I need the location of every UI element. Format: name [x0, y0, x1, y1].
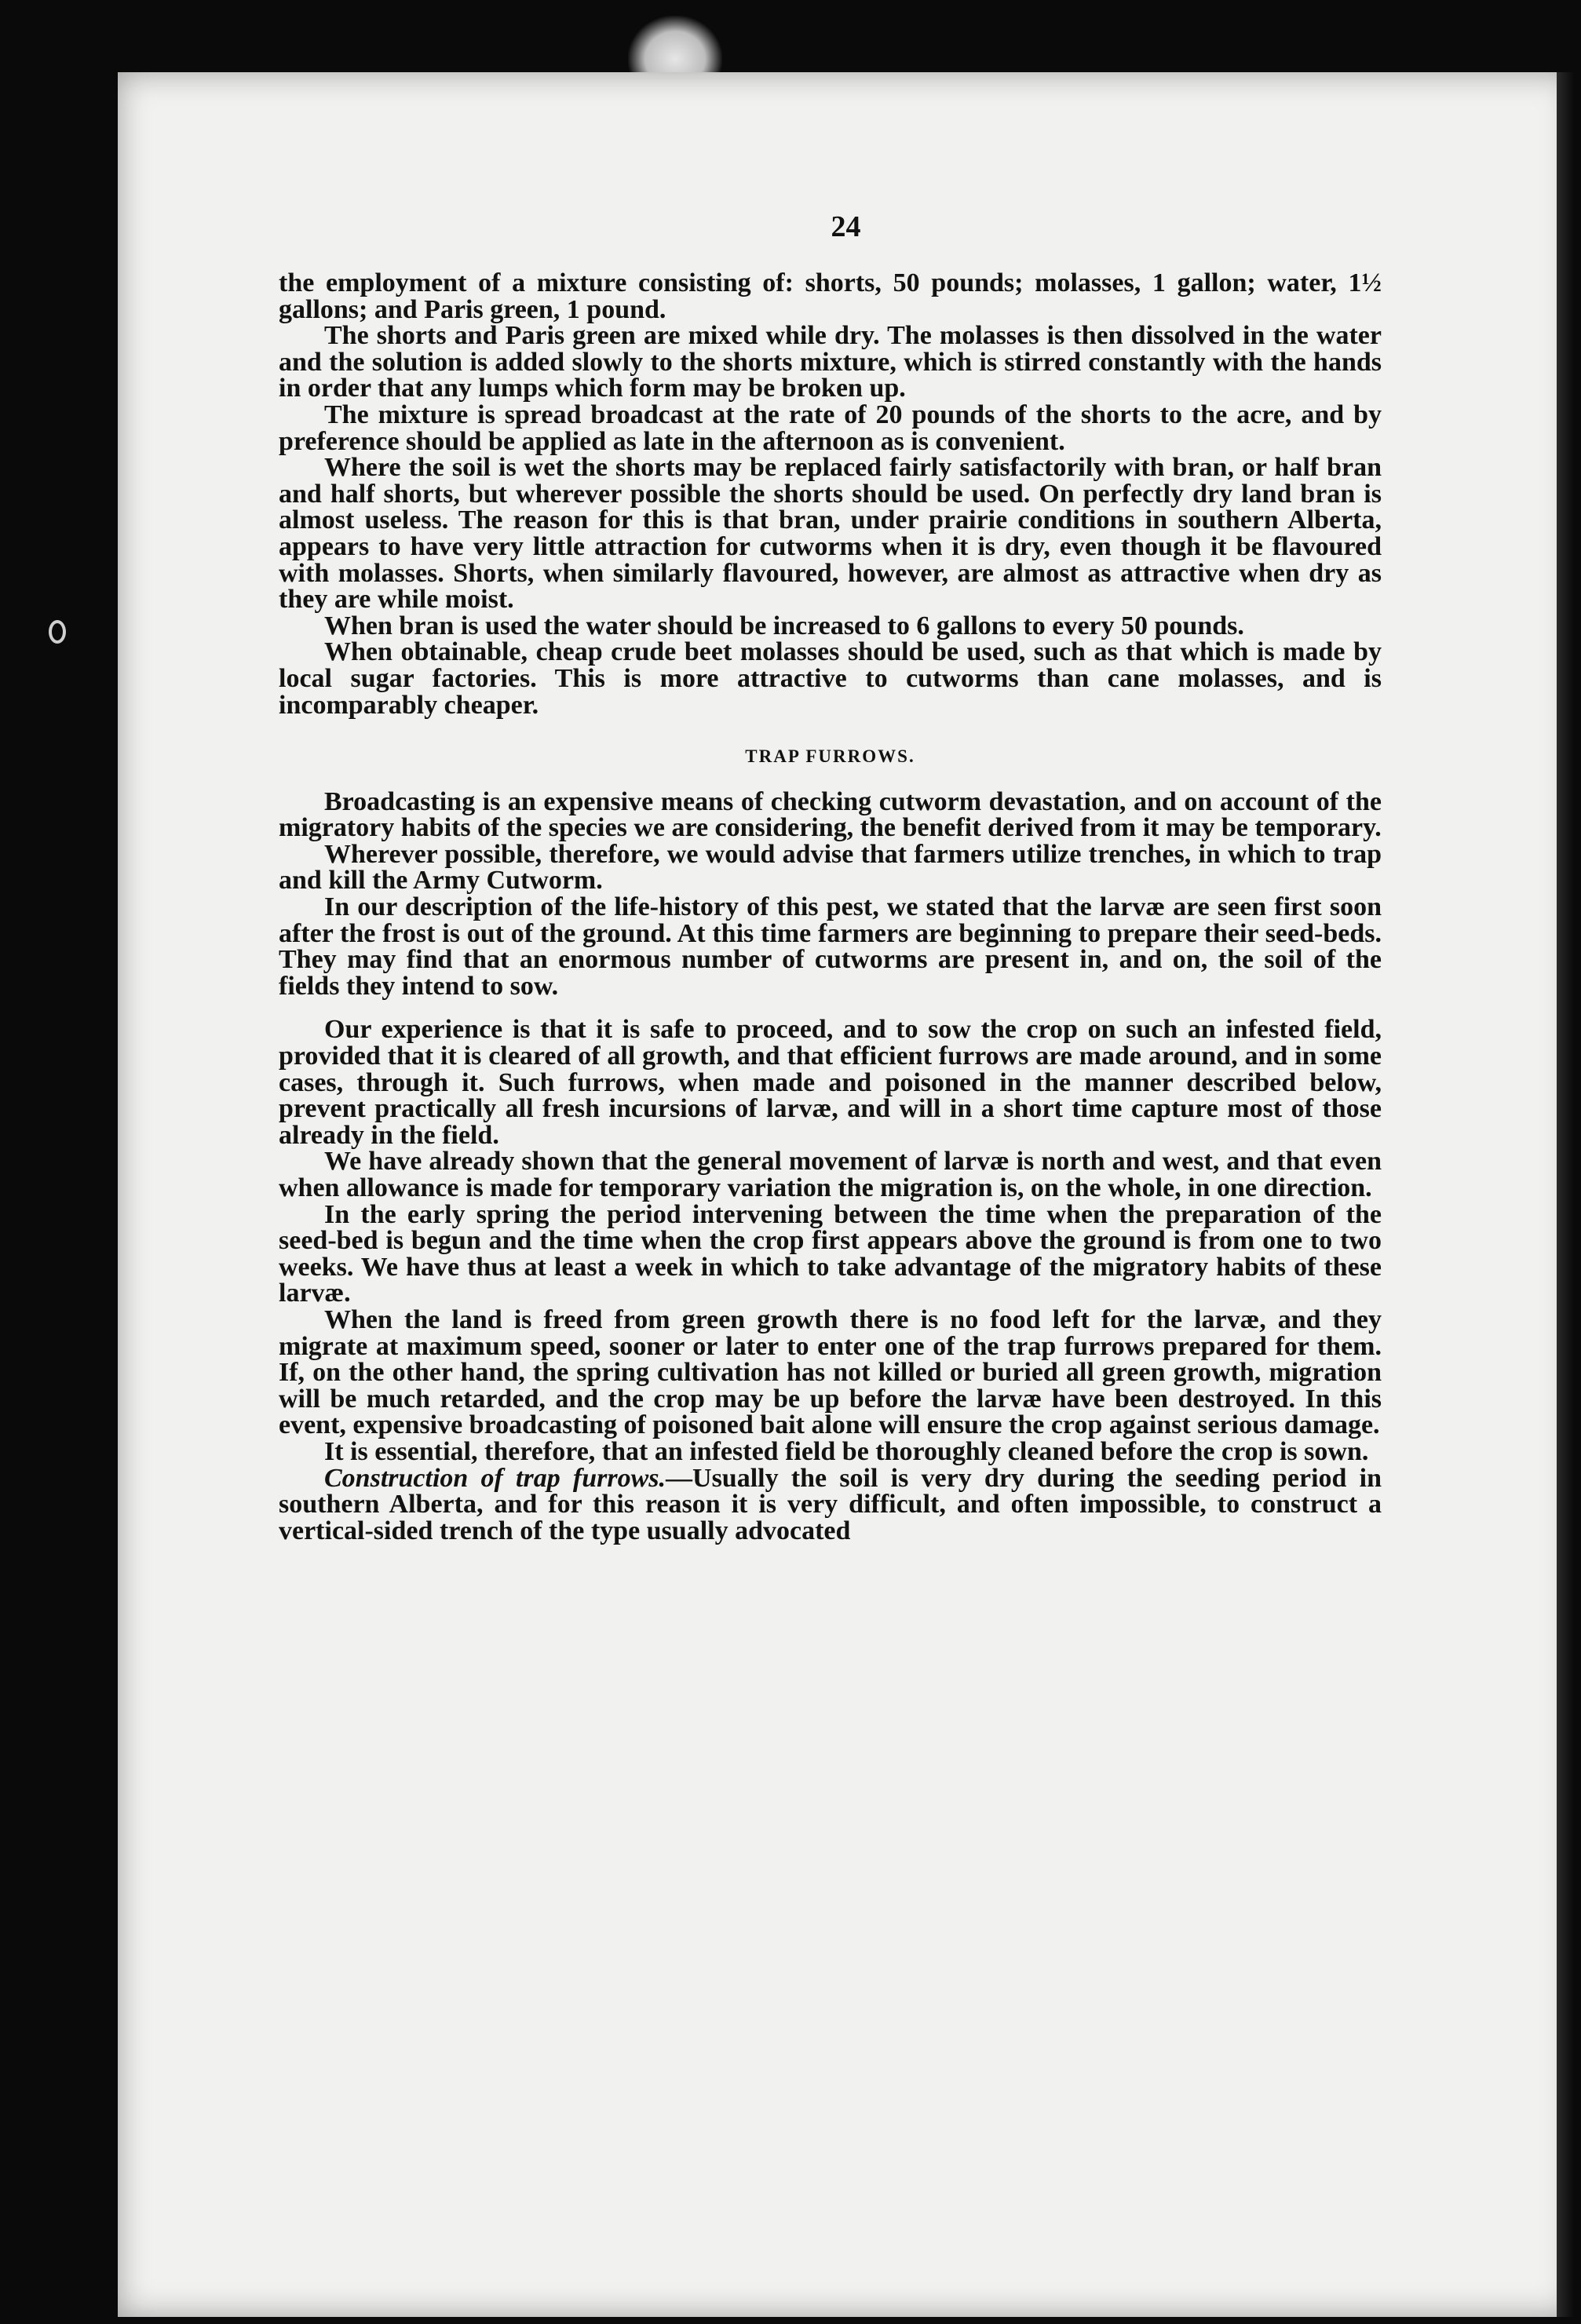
paragraph-text: —Usually the soil is very dry during the seeding period in southern Alberta, and for this reason it is very difficult, and often impossible, to construct a vertical-sided trench of the type usually advocated [279, 1463, 1382, 1545]
paragraph: In the early spring the period intervening between the time when the preparation of the seed-bed is begun and the time when the crop first appears above the ground is from one to two weeks. We have thus at least a week in which to take advantage of the migratory habits of these larvæ. [279, 1199, 1382, 1308]
paragraph: Broadcasting is an expensive means of checking cutworm devastation, and on account of the migratory habits of the species we are considering, the benefit derived from it may be temporary. [279, 786, 1382, 843]
page-number: 24 [831, 210, 861, 243]
paragraph-construction [279, 1465, 1382, 1545]
paragraph: In our description of the life-history of this pest, we stated that the larvæ are seen first soon after the frost is out of the ground. At this time farmers are beginning to prepare their seed-beds. They may find that an enormous number of cutworms are present in, and on, the soil of the fields they intend to sow. [279, 892, 1382, 1001]
paragraph: When bran is used the water should be increased to 6 gallons to every 50 pounds. [324, 611, 1244, 640]
paragraph: Where the soil is wet the shorts may be replaced fairly satisfactorily with bran, or half bran and half shorts, but wherever possible the shorts should be used. On perfectly dry land bran is almost useless. The reason for this is that bran, under prairie conditions in southern Alberta, appears to have very little attraction for cutworms when it is dry, even though it be flavoured with molasses. Shorts, when similarly flavoured, however, are almost as attractive when dry as they are while moist. [279, 453, 1382, 615]
paragraph: the employment of a mixture consisting of: shorts, 50 pounds; molasses, 1 gallon; water, 1½ gallons; and Paris green, 1 pound. [279, 268, 1382, 324]
italic-subheading: Construction of trap furrows. [324, 1463, 666, 1493]
paragraph: The shorts and Paris green are mixed while dry. The molasses is then dissolved in the water and the solution is added slowly to the shorts mixture, which is stirred constantly with the hands in order that any lumps which form may be broken up. [279, 321, 1382, 403]
body-text [279, 270, 1382, 1544]
margin-ring-mark [49, 620, 66, 644]
document-page [118, 72, 1574, 2317]
paragraph: It is essential, therefore, that an infested field be thoroughly cleaned before the crop is sown. [324, 1436, 1369, 1466]
page-edge-shadow [1557, 72, 1574, 2317]
paragraph: We have already shown that the general movement of larvæ is north and west, and that even when allowance is made for temporary variation the migration is, on the whole, in one direction. [279, 1147, 1382, 1202]
paragraph: The mixture is spread broadcast at the rate of 20 pounds of the shorts to the acre, and by preference should be applied as late in the afternoon as is convenient. [279, 399, 1382, 456]
paragraph: Wherever possible, therefore, we would advise that farmers utilize trenches, in which to trap and kill the Army Cutworm. [279, 839, 1382, 896]
paragraph: When the land is freed from green growth there is no food left for the larvæ, and they migrate at maximum speed, sooner or later to enter one of the trap furrows prepared for them. If, on the other hand, the spring cultivation has not killed or buried all green growth, migration will be much retarded, and the crop may be up before the larvæ have been destroyed. In this event, expensive broadcasting of poisoned bait alone will ensure the crop against serious damage. [279, 1304, 1382, 1440]
section-heading: TRAP FURROWS. [745, 746, 915, 767]
paragraph: When obtainable, cheap crude beet molasses should be used, such as that which is made by local sugar factories. This is more attractive to cutworms than cane molasses, and is incomparably cheaper. [279, 637, 1382, 720]
paragraph: Our experience is that it is safe to proceed, and to sow the crop on such an infested field, provided that it is cleared of all growth, and that efficient furrows are made around, and in some cases, through it. Such furrows, when made and poisoned in the manner described below, prevent practically all fresh incursions of larvæ, and will in a short time capture most of those already in the field. [279, 1015, 1382, 1150]
